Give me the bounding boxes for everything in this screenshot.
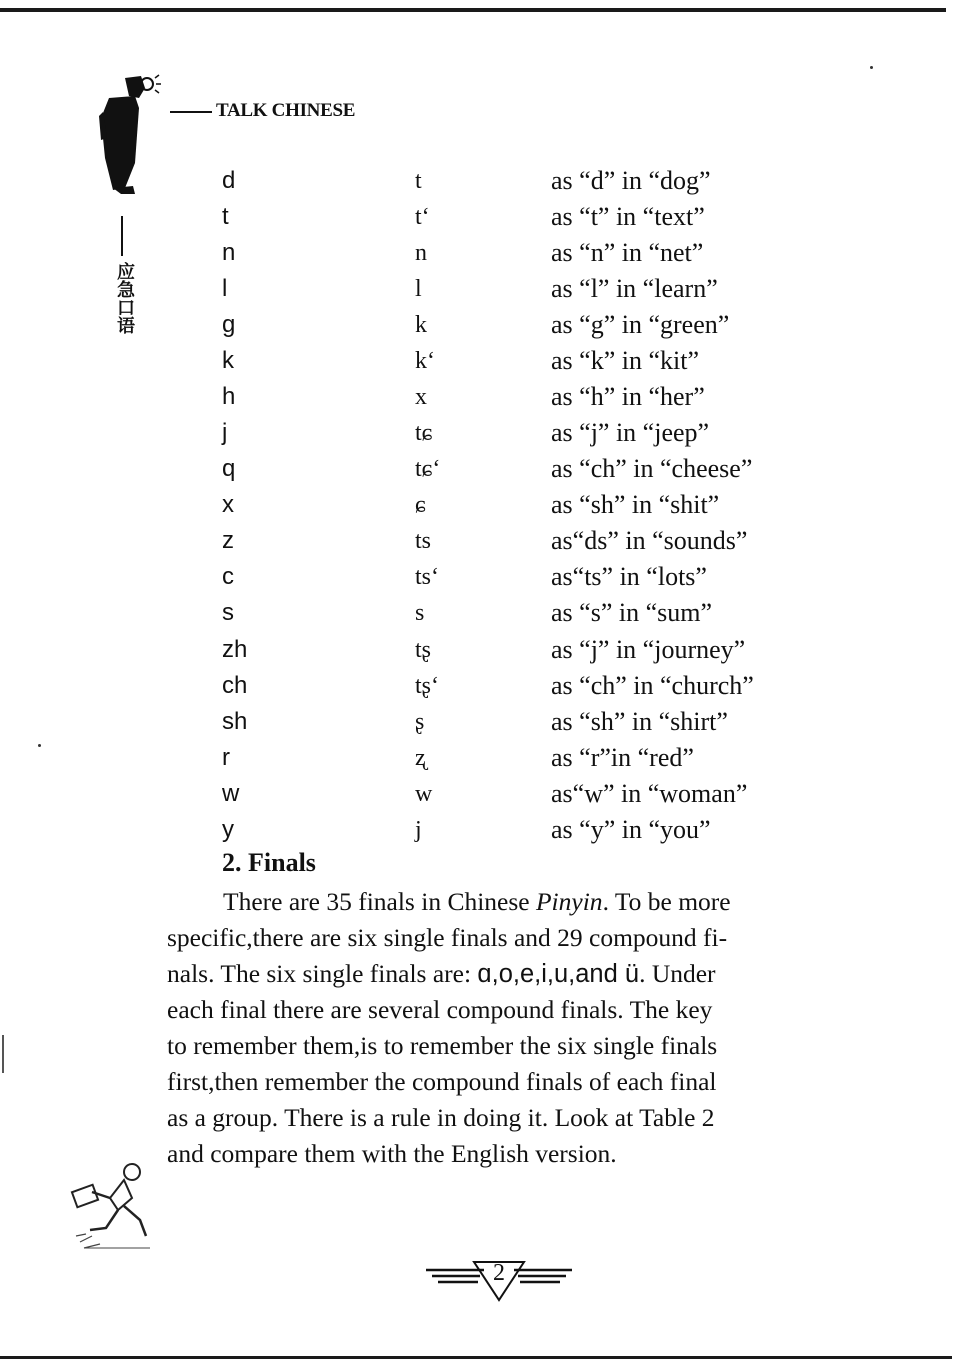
ipa-cell: tʂ bbox=[415, 637, 432, 663]
ipa-cell: k‘ bbox=[415, 348, 435, 374]
ipa-cell: k bbox=[415, 312, 427, 338]
paragraph-line: There are 35 finals in Chinese Pinyin. To be more bbox=[223, 887, 731, 916]
paragraph-line: specific,there are six single finals and 29 compound fi- bbox=[167, 922, 728, 952]
pinyin-cell: w bbox=[222, 780, 240, 807]
ipa-cell: t‘ bbox=[415, 204, 430, 230]
ipa-cell: l bbox=[415, 276, 422, 302]
english-cell: as “j” in “journey” bbox=[551, 635, 746, 664]
table-row bbox=[0, 199, 960, 235]
english-cell: as “g” in “green” bbox=[551, 310, 730, 339]
table-row bbox=[0, 343, 960, 379]
ipa-cell: n bbox=[415, 240, 427, 266]
running-header-title: TALK CHINESE bbox=[216, 100, 356, 121]
table-row bbox=[0, 812, 960, 848]
pinyin-cell: ch bbox=[222, 672, 248, 699]
table-row bbox=[0, 704, 960, 740]
english-cell: as “r”in “red” bbox=[551, 743, 694, 772]
paragraph-line: each final there are several compound finals. The key bbox=[167, 995, 713, 1025]
table-row bbox=[0, 523, 960, 559]
ipa-cell: ɕ bbox=[415, 492, 426, 518]
paragraph-line: as a group. There is a rule in doing it. Look at Table 2 bbox=[167, 1102, 715, 1132]
pinyin-cell: zh bbox=[222, 636, 248, 663]
table-row bbox=[0, 163, 960, 199]
table-row bbox=[0, 487, 960, 523]
paragraph-line: first,then remember the compound finals of each final bbox=[167, 1066, 717, 1096]
table-row bbox=[0, 415, 960, 451]
english-cell: as “k” in “kit” bbox=[551, 346, 699, 375]
ipa-cell: tɕ bbox=[415, 420, 433, 446]
pinyin-cell: t bbox=[222, 203, 229, 230]
table-row bbox=[0, 379, 960, 415]
margin-mark bbox=[2, 1035, 4, 1073]
table-row bbox=[0, 595, 960, 631]
english-cell: as “j” in “jeep” bbox=[551, 418, 710, 447]
table-row bbox=[0, 451, 960, 487]
pinyin-cell: n bbox=[222, 239, 236, 266]
english-cell: as “ch” in “cheese” bbox=[551, 454, 753, 483]
pinyin-cell: j bbox=[222, 419, 228, 446]
paragraph-line: nals. The six single finals are: ɑ,o,e,i,u,and ü. Under bbox=[167, 958, 716, 988]
pinyin-cell: q bbox=[222, 455, 236, 482]
table-row bbox=[0, 271, 960, 307]
pinyin-cell: k bbox=[222, 347, 234, 374]
table-row bbox=[0, 307, 960, 343]
pinyin-cell: g bbox=[222, 311, 236, 338]
header-dash bbox=[170, 111, 212, 113]
english-cell: as “sh” in “shirt” bbox=[551, 707, 728, 736]
table-row bbox=[0, 632, 960, 668]
ipa-cell: t bbox=[415, 168, 422, 194]
section-heading: 2. Finals bbox=[222, 848, 316, 877]
pinyin-cell: y bbox=[222, 816, 234, 843]
english-cell: as “y” in “you” bbox=[551, 815, 711, 844]
bottom-rule bbox=[0, 1356, 952, 1359]
table-row bbox=[0, 740, 960, 776]
side-chinese-title: 应急口语 bbox=[114, 262, 135, 334]
ipa-cell: s bbox=[415, 600, 425, 626]
page-number: 2 bbox=[493, 1260, 505, 1286]
pinyin-cell: c bbox=[222, 563, 234, 590]
pinyin-cell: l bbox=[222, 275, 228, 302]
pinyin-cell: d bbox=[222, 167, 236, 194]
ipa-cell: ʐ bbox=[415, 745, 426, 771]
pinyin-cell: r bbox=[222, 744, 230, 771]
table-row bbox=[0, 559, 960, 595]
english-cell: as“ts” in “lots” bbox=[551, 562, 707, 591]
pinyin-cell: sh bbox=[222, 708, 248, 735]
english-cell: as “ch” in “church” bbox=[551, 671, 754, 700]
english-cell: as “s” in “sum” bbox=[551, 598, 713, 627]
running-man-illustration-icon bbox=[70, 1158, 165, 1253]
ipa-cell: ts bbox=[415, 528, 432, 554]
english-cell: as “l” in “learn” bbox=[551, 274, 718, 303]
english-cell: as “n” in “net” bbox=[551, 238, 704, 267]
pinyin-cell: x bbox=[222, 491, 234, 518]
ipa-cell: tʂ‘ bbox=[415, 673, 439, 699]
table-row bbox=[0, 235, 960, 271]
paragraph-line: and compare them with the English version. bbox=[167, 1138, 617, 1168]
pinyin-cell: s bbox=[222, 599, 234, 626]
english-cell: as “t” in “text” bbox=[551, 202, 705, 231]
ipa-cell: w bbox=[415, 781, 433, 807]
english-cell: as“w” in “woman” bbox=[551, 779, 748, 808]
english-cell: as “d” in “dog” bbox=[551, 166, 711, 195]
english-cell: as “sh” in “shit” bbox=[551, 490, 720, 519]
pinyin-cell: z bbox=[222, 527, 234, 554]
ipa-cell: x bbox=[415, 384, 427, 410]
speck bbox=[870, 66, 873, 69]
ipa-cell: ts‘ bbox=[415, 564, 439, 590]
english-cell: as“ds” in “sounds” bbox=[551, 526, 748, 555]
table-row bbox=[0, 776, 960, 812]
ipa-cell: tɕ‘ bbox=[415, 456, 441, 482]
pinyin-cell: h bbox=[222, 383, 236, 410]
ipa-cell: ʂ bbox=[415, 709, 425, 735]
ipa-cell: j bbox=[415, 817, 422, 843]
page-number-badge bbox=[424, 1256, 574, 1306]
english-cell: as “h” in “her” bbox=[551, 382, 705, 411]
table-row bbox=[0, 668, 960, 704]
top-rule bbox=[0, 8, 946, 12]
finals-paragraph bbox=[167, 884, 833, 1171]
paragraph-line: to remember them,is to remember the six single finals bbox=[167, 1031, 718, 1061]
